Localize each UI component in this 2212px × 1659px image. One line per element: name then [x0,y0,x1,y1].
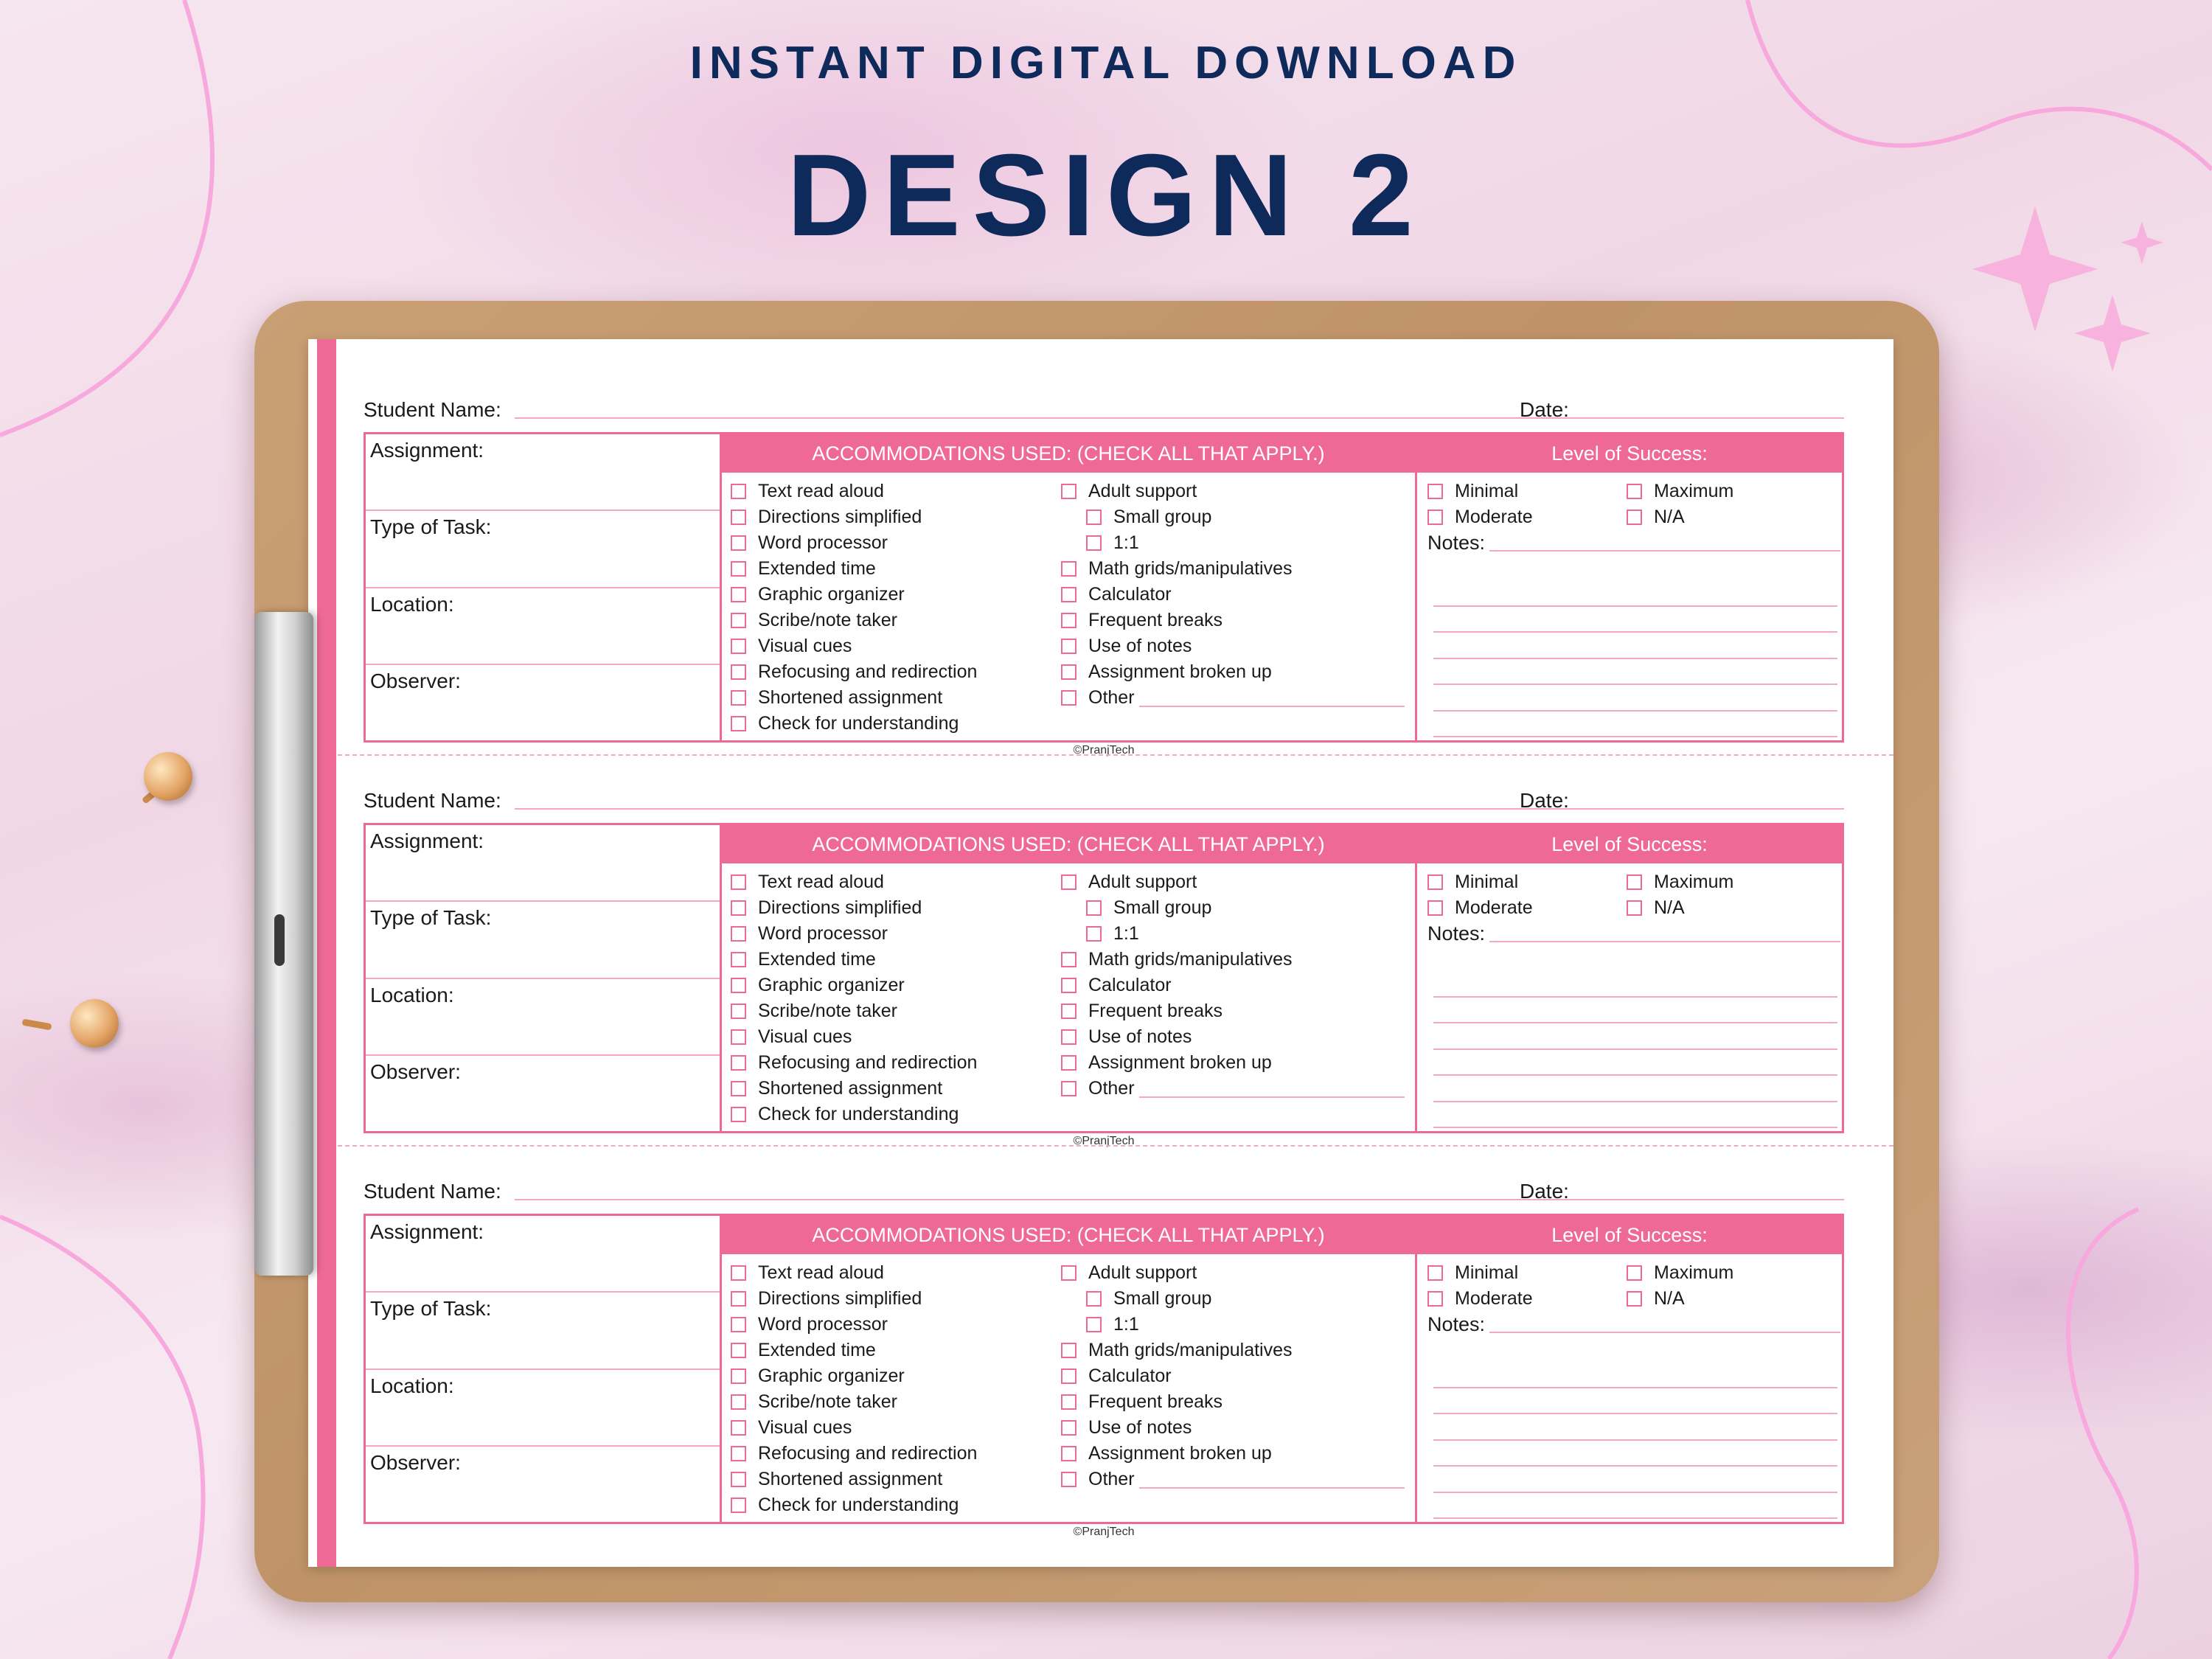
checkbox-other[interactable] [1061,685,1405,711]
checkbox-adult-support[interactable] [1061,1260,1405,1286]
checkbox-icon [731,874,746,890]
option-label: Graphic organizer [758,584,905,605]
checkbox-icon [731,1420,746,1436]
other-field[interactable] [1139,1080,1405,1098]
checkbox-graphic-organizer[interactable] [731,973,977,998]
notes-line[interactable] [1489,550,1840,552]
checkbox-calculator[interactable] [1061,1363,1405,1389]
option-label: Maximum [1654,872,1734,892]
checkbox-icon [1061,613,1077,628]
checkbox-extended-time[interactable] [731,1338,977,1363]
checkbox-assignment-broken-up[interactable] [1061,659,1405,685]
option-label: Assignment broken up [1088,661,1272,682]
header-title: DESIGN 2 [787,131,1425,260]
option-label: Small group [1113,507,1212,527]
checkbox-directions-simplified[interactable] [731,1286,977,1312]
checkbox-icon [1086,535,1102,551]
checkbox-icon [1427,1291,1443,1307]
observation-form-2 [364,782,1844,1150]
checkbox-icon [1061,1394,1077,1410]
option-label: Text read aloud [758,481,884,501]
checkbox-frequent-breaks[interactable] [1061,998,1405,1024]
checkbox-icon [731,900,746,916]
checkbox-icon [731,1265,746,1281]
checkbox-word-processor[interactable] [731,1312,977,1338]
observer-cell[interactable]: Observer: [370,1060,461,1083]
option-label: Small group [1113,1288,1212,1309]
checkbox-directions-simplified[interactable] [731,504,977,530]
student-name-label: Student Name: [364,1180,501,1203]
checkbox-icon [1061,1420,1077,1436]
pink-side-strip [317,339,336,1567]
checkbox-small-group[interactable] [1061,504,1405,530]
checkbox-icon [1061,1343,1077,1358]
checkbox-icon [1427,1265,1443,1281]
checkbox-visual-cues[interactable] [731,633,977,659]
location-cell[interactable]: Location: [366,588,720,665]
checkbox-moderate[interactable] [1427,1286,1627,1312]
option-label: Text read aloud [758,1262,884,1283]
checkbox-icon [731,1394,746,1410]
checkbox-extended-time[interactable] [731,556,977,582]
checkbox-refocusing[interactable] [731,1441,977,1467]
checkbox-moderate[interactable] [1427,504,1627,530]
option-label: Refocusing and redirection [758,661,978,682]
option-label: Visual cues [758,1026,852,1047]
accommodations-header: ACCOMMODATIONS USED: (CHECK ALL THAT APPLY.) [722,825,1415,863]
checkbox-adult-support[interactable] [1061,479,1405,504]
checkbox-assignment-broken-up[interactable] [1061,1050,1405,1076]
checkbox-icon [1427,900,1443,916]
option-label: Directions simplified [758,507,922,527]
option-label: 1:1 [1113,923,1139,944]
checkbox-icon [731,1029,746,1045]
checkbox-math-grids[interactable] [1061,1338,1405,1363]
success-options [1427,869,1840,921]
checkbox-visual-cues[interactable] [731,1024,977,1050]
checkbox-shortened-assignment[interactable] [731,685,977,711]
option-label: Directions simplified [758,897,922,918]
checkbox-icon [1061,690,1077,706]
option-label: Minimal [1455,872,1519,892]
checkbox-icon [1061,1368,1077,1384]
checkbox-icon [731,690,746,706]
checkbox-icon [1627,1291,1642,1307]
option-label: Calculator [1088,584,1172,605]
checkbox-icon [1086,900,1102,916]
assignment-cell[interactable]: Assignment: [366,825,720,902]
option-label: Frequent breaks [1088,1391,1223,1412]
cut-line [338,1145,1893,1147]
checkbox-icon [1627,509,1642,525]
location-cell[interactable]: Location: [366,979,720,1056]
option-label: Calculator [1088,975,1172,995]
checkbox-icon [1061,1081,1077,1096]
checkbox-graphic-organizer[interactable] [731,1363,977,1389]
option-label: Math grids/manipulatives [1088,1340,1293,1360]
option-label: Minimal [1455,1262,1519,1283]
option-label: Word processor [758,923,888,944]
checkbox-math-grids[interactable] [1061,556,1405,582]
option-label: Use of notes [1088,636,1192,656]
date-field[interactable] [1580,417,1844,419]
notes-field[interactable] [1433,971,1837,1128]
checkbox-icon [1086,1291,1102,1307]
option-label: Check for understanding [758,1104,959,1124]
checkbox-frequent-breaks[interactable] [1061,1389,1405,1415]
option-label: Other [1088,1078,1135,1099]
checkbox-graphic-organizer[interactable] [731,582,977,608]
checkbox-icon [1061,1472,1077,1487]
checkbox-icon [1627,1265,1642,1281]
checkbox-icon [1427,874,1443,890]
option-label: 1:1 [1113,1314,1139,1335]
checkbox-refocusing[interactable] [731,1050,977,1076]
checkbox-icon [1627,484,1642,499]
option-label: Shortened assignment [758,1469,943,1489]
date-label: Date: [1520,398,1569,421]
other-field[interactable] [1139,689,1405,707]
notes-label: Notes: [1427,1313,1486,1335]
success-options [1427,479,1840,530]
checkbox-icon [731,1004,746,1019]
checkbox-other[interactable] [1061,1467,1405,1492]
option-label: Assignment broken up [1088,1443,1272,1464]
option-label: Word processor [758,532,888,553]
option-label: Text read aloud [758,872,884,892]
accommodations-list-a [731,1260,977,1518]
checkbox-icon [1061,484,1077,499]
option-label: Adult support [1088,481,1197,501]
level-of-success-header: Level of Success: [1417,434,1842,473]
checkbox-maximum[interactable] [1627,869,1826,895]
header-subtitle: INSTANT DIGITAL DOWNLOAD [689,38,1523,88]
checkbox-shortened-assignment[interactable] [731,1467,977,1492]
checkbox-na[interactable] [1627,1286,1826,1312]
checkbox-scribe-note-taker[interactable] [731,608,977,633]
checkbox-moderate[interactable] [1427,895,1627,921]
notes-label: Notes: [1427,922,1486,945]
option-label: Shortened assignment [758,687,943,708]
checkbox-icon [731,1472,746,1487]
accommodations-list-a [731,479,977,737]
checkbox-icon [731,639,746,654]
checkbox-icon [731,561,746,577]
other-field[interactable] [1139,1471,1405,1489]
checkbox-icon [731,1291,746,1307]
checkbox-icon [1086,509,1102,525]
option-label: Extended time [758,949,876,970]
checkbox-icon [731,509,746,525]
option-label: Refocusing and redirection [758,1443,978,1464]
checkbox-small-group[interactable] [1061,1286,1405,1312]
checkbox-icon [731,587,746,602]
type-of-task-cell[interactable]: Type of Task: [366,1293,720,1369]
checkbox-icon [1061,952,1077,967]
option-label: Frequent breaks [1088,1001,1223,1021]
observer-cell[interactable]: Observer: [370,1450,461,1474]
checkbox-icon [1086,926,1102,942]
student-name-label: Student Name: [364,789,501,812]
checkbox-icon [1086,1317,1102,1332]
accommodations-header: ACCOMMODATIONS USED: (CHECK ALL THAT APPLY.) [722,1216,1415,1254]
checkbox-use-of-notes[interactable] [1061,633,1405,659]
notes-field[interactable] [1433,580,1837,737]
checkbox-text-read-aloud[interactable] [731,1260,977,1286]
option-label: N/A [1654,897,1685,918]
date-field[interactable] [1580,1199,1844,1200]
checkbox-icon [731,716,746,731]
checkbox-icon [731,613,746,628]
checkbox-check-understanding[interactable] [731,711,977,737]
observation-form-3 [364,1172,1844,1540]
option-label: Scribe/note taker [758,1391,897,1412]
option-label: Small group [1113,897,1212,918]
checkbox-icon [731,1343,746,1358]
date-label: Date: [1520,1180,1569,1203]
checkbox-icon [731,484,746,499]
checkbox-visual-cues[interactable] [731,1415,977,1441]
option-label: Adult support [1088,1262,1197,1283]
level-of-success-header: Level of Success: [1417,1216,1842,1254]
option-label: Adult support [1088,872,1197,892]
checkbox-icon [1061,1029,1077,1045]
student-name-field[interactable] [515,1199,1643,1200]
option-label: Directions simplified [758,1288,922,1309]
checkbox-icon [731,535,746,551]
notes-line[interactable] [1489,1332,1840,1333]
success-options [1427,1260,1840,1312]
student-name-field[interactable] [515,808,1643,810]
date-field[interactable] [1580,808,1844,810]
option-label: Shortened assignment [758,1078,943,1099]
checkbox-scribe-note-taker[interactable] [731,1389,977,1415]
option-label: Maximum [1654,481,1734,501]
checkbox-icon [731,1081,746,1096]
notes-label: Notes: [1427,532,1486,554]
checkbox-icon [1061,978,1077,993]
checkbox-icon [1427,484,1443,499]
checkbox-text-read-aloud[interactable] [731,479,977,504]
accommodations-list-b [1061,1260,1405,1492]
location-cell[interactable]: Location: [366,1370,720,1447]
form-sheet [308,339,1893,1567]
checkbox-minimal[interactable] [1427,1260,1627,1286]
option-label: N/A [1654,1288,1685,1309]
option-label: Check for understanding [758,713,959,734]
checkbox-math-grids[interactable] [1061,947,1405,973]
checkbox-shortened-assignment[interactable] [731,1076,977,1102]
copyright: ©PranjTech [1073,1526,1135,1538]
clip-slot [274,914,285,966]
checkbox-scribe-note-taker[interactable] [731,998,977,1024]
checkbox-check-understanding[interactable] [731,1492,977,1518]
copyright: ©PranjTech [1073,1135,1135,1147]
checkbox-icon [731,664,746,680]
option-label: Calculator [1088,1366,1172,1386]
option-label: Use of notes [1088,1417,1192,1438]
option-label: Visual cues [758,636,852,656]
date-label: Date: [1520,789,1569,812]
option-label: Other [1088,687,1135,708]
checkbox-other[interactable] [1061,1076,1405,1102]
checkbox-small-group[interactable] [1061,895,1405,921]
option-label: Extended time [758,1340,876,1360]
cut-line [338,754,1893,756]
option-label: Minimal [1455,481,1519,501]
option-label: Maximum [1654,1262,1734,1283]
checkbox-icon [1061,1055,1077,1071]
observer-cell[interactable]: Observer: [370,669,461,692]
option-label: Extended time [758,558,876,579]
option-label: Scribe/note taker [758,610,897,630]
checkbox-one-to-one[interactable] [1061,530,1405,556]
accommodations-list-b [1061,869,1405,1102]
checkbox-use-of-notes[interactable] [1061,1024,1405,1050]
checkbox-directions-simplified[interactable] [731,895,977,921]
copyright: ©PranjTech [1073,744,1135,757]
checkbox-frequent-breaks[interactable] [1061,608,1405,633]
checkbox-icon [1627,900,1642,916]
option-label: Math grids/manipulatives [1088,558,1293,579]
checkbox-calculator[interactable] [1061,973,1405,998]
checkbox-calculator[interactable] [1061,582,1405,608]
option-label: Graphic organizer [758,975,905,995]
checkbox-icon [731,1446,746,1461]
assignment-cell[interactable]: Assignment: [366,434,720,511]
checkbox-icon [1061,561,1077,577]
checkbox-icon [731,1107,746,1122]
option-label: N/A [1654,507,1685,527]
option-label: Scribe/note taker [758,1001,897,1021]
checkbox-minimal[interactable] [1427,479,1627,504]
checkbox-adult-support[interactable] [1061,869,1405,895]
checkbox-na[interactable] [1627,895,1826,921]
accommodations-header: ACCOMMODATIONS USED: (CHECK ALL THAT APPLY.) [722,434,1415,473]
option-label: Other [1088,1469,1135,1489]
checkbox-icon [1627,874,1642,890]
checkbox-icon [1061,639,1077,654]
checkbox-one-to-one[interactable] [1061,921,1405,947]
assignment-cell[interactable]: Assignment: [366,1216,720,1293]
option-label: Assignment broken up [1088,1052,1272,1073]
option-label: 1:1 [1113,532,1139,553]
notes-field[interactable] [1433,1362,1837,1519]
checkbox-use-of-notes[interactable] [1061,1415,1405,1441]
checkbox-word-processor[interactable] [731,921,977,947]
student-name-label: Student Name: [364,398,501,421]
accommodations-list-a [731,869,977,1127]
option-label: Math grids/manipulatives [1088,949,1293,970]
option-label: Graphic organizer [758,1366,905,1386]
push-pin-icon [144,752,192,801]
checkbox-icon [731,1498,746,1513]
option-label: Moderate [1455,897,1533,918]
checkbox-na[interactable] [1627,504,1826,530]
option-label: Check for understanding [758,1495,959,1515]
checkbox-icon [731,926,746,942]
checkbox-icon [731,978,746,993]
option-label: Frequent breaks [1088,610,1223,630]
checkbox-extended-time[interactable] [731,947,977,973]
checkbox-text-read-aloud[interactable] [731,869,977,895]
checkbox-icon [1061,1004,1077,1019]
notes-line[interactable] [1489,941,1840,942]
level-of-success-header: Level of Success: [1417,825,1842,863]
checkbox-icon [731,1368,746,1384]
checkbox-word-processor[interactable] [731,530,977,556]
checkbox-one-to-one[interactable] [1061,1312,1405,1338]
push-pin-icon [70,999,119,1048]
observation-form-1 [364,391,1844,759]
type-of-task-cell[interactable]: Type of Task: [366,902,720,978]
checkbox-minimal[interactable] [1427,869,1627,895]
checkbox-icon [1427,509,1443,525]
checkbox-icon [1061,587,1077,602]
accommodations-list-b [1061,479,1405,711]
checkbox-icon [731,952,746,967]
checkbox-check-understanding[interactable] [731,1102,977,1127]
checkbox-icon [1061,664,1077,680]
checkbox-maximum[interactable] [1627,1260,1826,1286]
checkbox-refocusing[interactable] [731,659,977,685]
checkbox-icon [1061,874,1077,890]
checkbox-icon [731,1317,746,1332]
checkbox-icon [731,1055,746,1071]
checkbox-maximum[interactable] [1627,479,1826,504]
checkbox-icon [1061,1446,1077,1461]
checkbox-icon [1061,1265,1077,1281]
student-name-field[interactable] [515,417,1643,419]
option-label: Moderate [1455,1288,1533,1309]
option-label: Refocusing and redirection [758,1052,978,1073]
option-label: Use of notes [1088,1026,1192,1047]
option-label: Moderate [1455,507,1533,527]
type-of-task-cell[interactable]: Type of Task: [366,511,720,588]
option-label: Visual cues [758,1417,852,1438]
checkbox-assignment-broken-up[interactable] [1061,1441,1405,1467]
option-label: Word processor [758,1314,888,1335]
